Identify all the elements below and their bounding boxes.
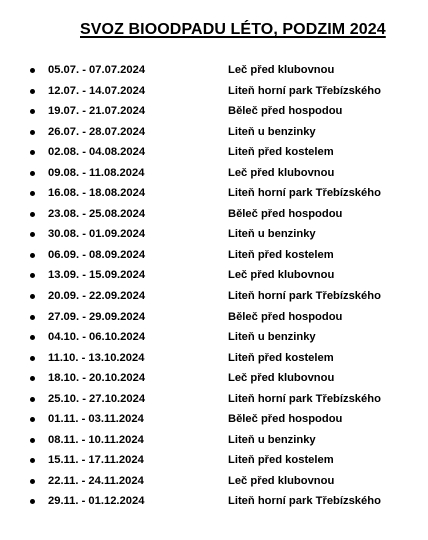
schedule-row [0,369,428,390]
bullet-icon [30,376,35,381]
bullet-icon [30,212,35,217]
schedule-dates: 05.07. - 07.07.2024 [48,64,146,76]
schedule-row [0,308,428,329]
bullet-icon [30,273,35,278]
bullet-icon [30,438,35,443]
schedule-row [0,225,428,246]
schedule-place: Běleč před hospodou [228,105,343,118]
schedule-place: Liteň před kostelem [228,454,334,467]
schedule-row [0,102,428,123]
schedule-dates: 09.08. - 11.08.2024 [48,166,145,179]
schedule-row [0,451,428,472]
schedule-dates: 18.10. - 20.10.2024 [48,372,146,385]
bullet-icon [30,499,35,504]
schedule-row [0,328,428,349]
schedule-place: Liteň před kostelem [228,248,334,261]
bullet-icon [30,191,35,196]
bullet-icon [30,253,35,258]
schedule-dates: 22.11. - 24.11.2024 [48,474,144,487]
bullet-icon [30,458,35,463]
schedule-place: Leč před klubovnou [228,64,335,76]
schedule-place: Běleč před hospodou [228,207,343,220]
schedule-row [0,390,428,411]
bullet-icon [30,397,35,402]
schedule-dates: 01.11. - 03.11.2024 [48,413,144,426]
schedule-row [0,492,428,513]
bullet-icon [30,232,35,237]
schedule-dates: 19.07. - 21.07.2024 [48,105,146,118]
schedule-place: Liteň horní park Třebízského [228,392,381,405]
schedule-row [0,82,428,103]
schedule-dates: 11.10. - 13.10.2024 [48,351,145,364]
schedule-dates: 08.11. - 10.11.2024 [48,433,144,446]
schedule-dates: 23.08. - 25.08.2024 [48,207,146,220]
schedule-place: Běleč před hospodou [228,413,343,426]
schedule-dates: 06.09. - 08.09.2024 [48,248,146,261]
bullet-icon [30,130,35,135]
schedule-place: Leč před klubovnou [228,474,335,487]
bullet-icon [30,89,35,94]
schedule-row [0,431,428,452]
schedule-dates: 29.11. - 01.12.2024 [48,495,145,508]
bullet-icon [30,171,35,176]
schedule-dates: 12.07. - 14.07.2024 [48,84,146,97]
bullet-icon [30,68,35,73]
bullet-icon [30,335,35,340]
schedule-place: Leč před klubovnou [228,269,335,282]
schedule-row [0,205,428,226]
schedule-dates: 16.08. - 18.08.2024 [48,187,146,200]
schedule-row [0,184,428,205]
schedule-dates: 30.08. - 01.09.2024 [48,228,146,241]
schedule-place: Liteň horní park Třebízského [228,187,381,200]
bullet-icon [30,417,35,422]
schedule-place: Leč před klubovnou [228,372,335,385]
schedule-row [0,349,428,370]
bullet-icon [30,109,35,114]
schedule-row [0,246,428,267]
schedule-dates: 15.11. - 17.11.2024 [48,454,144,467]
schedule-dates: 20.09. - 22.09.2024 [48,290,146,303]
schedule-place: Liteň horní park Třebízského [228,84,381,97]
schedule-place: Liteň před kostelem [228,351,334,364]
schedule-place: Liteň u benzinky [228,228,316,241]
schedule-row [0,287,428,308]
schedule-list [0,61,428,513]
schedule-row [0,410,428,431]
schedule-dates: 02.08. - 04.08.2024 [48,146,146,159]
schedule-dates: 13.09. - 15.09.2024 [48,269,146,282]
schedule-place: Liteň u benzinky [228,331,316,344]
schedule-dates: 04.10. - 06.10.2024 [48,331,146,344]
bullet-icon [30,356,35,361]
schedule-dates: 26.07. - 28.07.2024 [48,125,146,138]
schedule-dates: 27.09. - 29.09.2024 [48,310,146,323]
schedule-row [0,123,428,144]
bullet-icon [30,479,35,484]
schedule-row [0,164,428,185]
schedule-place: Liteň u benzinky [228,125,316,138]
schedule-row [0,472,428,493]
schedule-place: Liteň horní park Třebízského [228,495,381,508]
schedule-row [0,143,428,164]
schedule-row [0,61,428,82]
schedule-place: Liteň horní park Třebízského [228,290,381,303]
schedule-place: Liteň u benzinky [228,433,316,446]
bullet-icon [30,294,35,299]
schedule-dates: 25.10. - 27.10.2024 [48,392,146,405]
schedule-place: Liteň před kostelem [228,146,334,159]
bullet-icon [30,150,35,155]
schedule-place: Leč před klubovnou [228,166,335,179]
document-title: SVOZ BIOODPADU LÉTO, PODZIM 2024 [80,21,386,38]
schedule-place: Běleč před hospodou [228,310,343,323]
schedule-row [0,266,428,287]
bullet-icon [30,315,35,320]
